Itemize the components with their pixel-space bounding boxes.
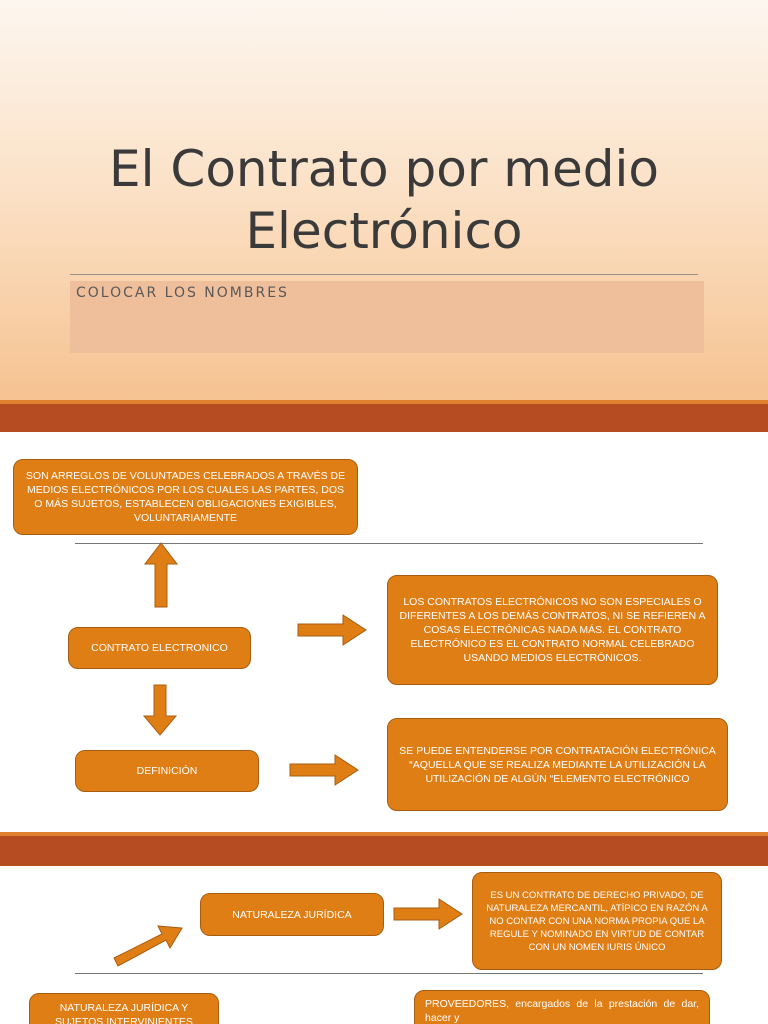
proveedores-box: PROVEEDORES, encargados de la prestación de dar, hacer y <box>414 990 710 1024</box>
definicion-description-box: SE PUEDE ENTENDERSE POR CONTRATACIÓN ELECTRÓNICA “AQUELLA QUE SE REALIZA MEDIANTE LA UTILIZACIÓN LA UTILIZACIÓN DE ALGÚN “ELEMENTO ELECTRÓNICO <box>387 718 728 811</box>
naturaleza-juridica-box: NATURALEZA JURÍDICA <box>200 893 384 936</box>
title-slide <box>0 0 768 403</box>
arrow-right-icon <box>297 614 367 646</box>
arrow-right-icon <box>393 898 463 930</box>
slide-title <box>0 138 768 262</box>
arrow-up-icon <box>144 542 178 608</box>
slide-divider <box>75 973 703 974</box>
naturaleza-description-box: ES UN CONTRATO DE DERECHO PRIVADO, DE NATURALEZA MERCANTIL, ATÍPICO EN RAZÓN A NO CONTAR CON UNA NORMA PROPIA QUE LA REGULE Y NOMINADO EN VIRTUD DE CONTAR CON UN NOMEN IURIS ÚNICO <box>472 872 722 970</box>
definicion-box: DEFINICIÓN <box>75 750 259 792</box>
definition-slide <box>0 432 768 832</box>
naturaleza-slide <box>0 866 768 1024</box>
arrow-down-icon <box>143 684 177 736</box>
title-divider <box>70 274 698 275</box>
slide-separator-band <box>0 836 768 866</box>
title-line-2: Electrónico <box>245 202 523 260</box>
definition-top-box: SON ARREGLOS DE VOLUNTADES CELEBRADOS A TRAVÉS DE MEDIOS ELECTRÓNICOS POR LOS CUALES LAS PARTES, DOS O MÁS SUJETOS, ESTABLECEN OBLIGACIONES EXIGIBLES, VOLUNTARIAMENTE <box>13 459 358 535</box>
arrow-diagonal-icon <box>112 922 184 968</box>
contrato-description-box: LOS CONTRATOS ELECTRÓNICOS NO SON ESPECIALES O DIFERENTES A LOS DEMÁS CONTRATOS, NI SE REFIEREN A COSAS ELECTRÓNICAS NADA MÁS. EL CONTRATO ELECTRÓNICO ES EL CONTRATO NORMAL CELEBRADO USANDO MEDIOS ELECTRÓNICOS. <box>387 575 718 685</box>
slide-separator-band <box>0 404 768 432</box>
sujetos-intervinientes-box: NATURALEZA JURÍDICA Y SUJETOS INTERVINIENTES <box>29 993 219 1024</box>
arrow-right-icon <box>289 754 359 786</box>
title-line-1: El Contrato por medio <box>109 140 659 198</box>
contrato-electronico-box: CONTRATO ELECTRONICO <box>68 627 251 669</box>
subtitle-text: COLOCAR LOS NOMBRES <box>76 285 289 301</box>
